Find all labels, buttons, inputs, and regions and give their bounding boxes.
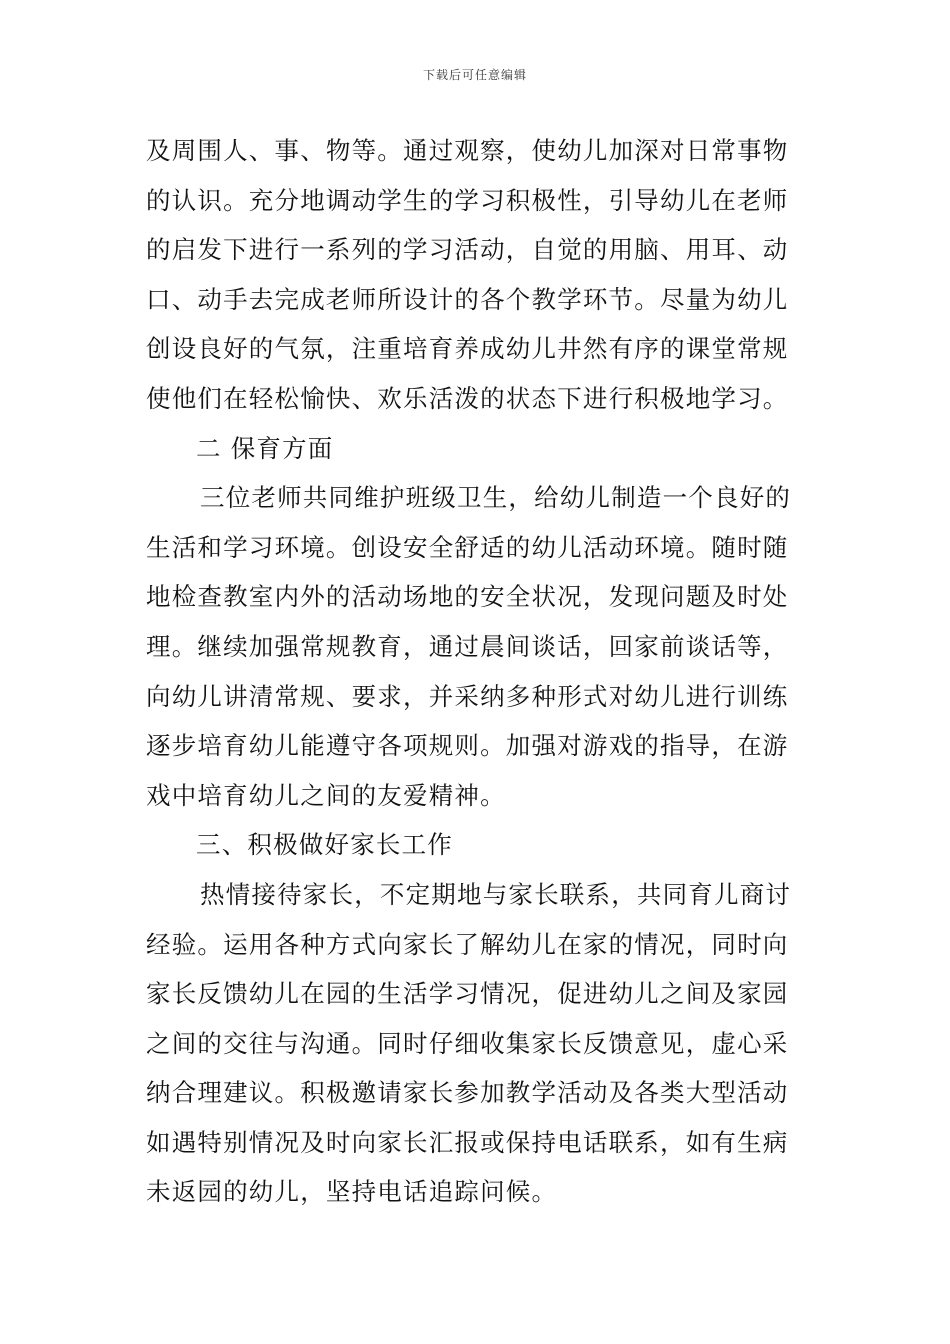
text-line: 口、动手去完成老师所设计的各个教学环节。尽量为幼儿: [146, 284, 789, 314]
text-line: 纳合理建议。积极邀请家长参加教学活动及各类大型活动: [146, 1078, 789, 1108]
text-line: 的认识。充分地调动学生的学习积极性，引导幼儿在老师: [146, 185, 789, 215]
text-line: 的启发下进行一系列的学习活动，自觉的用脑、用耳、动: [146, 235, 789, 265]
section-heading: 二 保育方面: [196, 433, 334, 463]
text-line: 创设良好的气氛，注重培育养成幼儿井然有序的课堂常规: [146, 334, 789, 364]
section-heading: 三、积极做好家长工作: [196, 830, 453, 860]
text-line: 之间的交往与沟通。同时仔细收集家长反馈意见，虚心采: [146, 1028, 789, 1058]
text-line: 使他们在轻松愉快、欢乐活泼的状态下进行积极地学习。: [146, 383, 789, 413]
document-body: [146, 126, 808, 1217]
text-line: 逐步培育幼儿能遵守各项规则。加强对游戏的指导，在游: [146, 731, 789, 761]
text-line: 及周围人、事、物等。通过观察，使幼儿加深对日常事物: [146, 136, 789, 165]
text-line: 如遇特别情况及时向家长汇报或保持电话联系，如有生病: [146, 1127, 789, 1157]
text-line: 戏中培育幼儿之间的友爱精神。: [146, 780, 506, 810]
text-line: 未返园的幼儿，坚持电话追踪问候。: [146, 1177, 558, 1207]
page-header: 下载后可任意编辑: [422, 68, 527, 82]
text-line: 三位老师共同维护班级卫生，给幼儿制造一个良好的: [200, 483, 792, 513]
text-line: 地检查教室内外的活动场地的安全状况，发现问题及时处: [146, 582, 789, 612]
text-line: 向幼儿讲清常规、要求，并采纳多种形式对幼儿进行训练: [146, 681, 789, 711]
text-line: 家长反馈幼儿在园的生活学习情况，促进幼儿之间及家园: [146, 979, 789, 1009]
text-line: 生活和学习环境。创设安全舒适的幼儿活动环境。随时随: [146, 532, 789, 562]
text-line: 热情接待家长，不定期地与家长联系，共同育儿商讨: [200, 879, 792, 909]
text-line: 理。继续加强常规教育，通过晨间谈话，回家前谈话等，: [146, 631, 789, 661]
text-line: 经验。运用各种方式向家长了解幼儿在家的情况，同时向: [146, 929, 789, 959]
